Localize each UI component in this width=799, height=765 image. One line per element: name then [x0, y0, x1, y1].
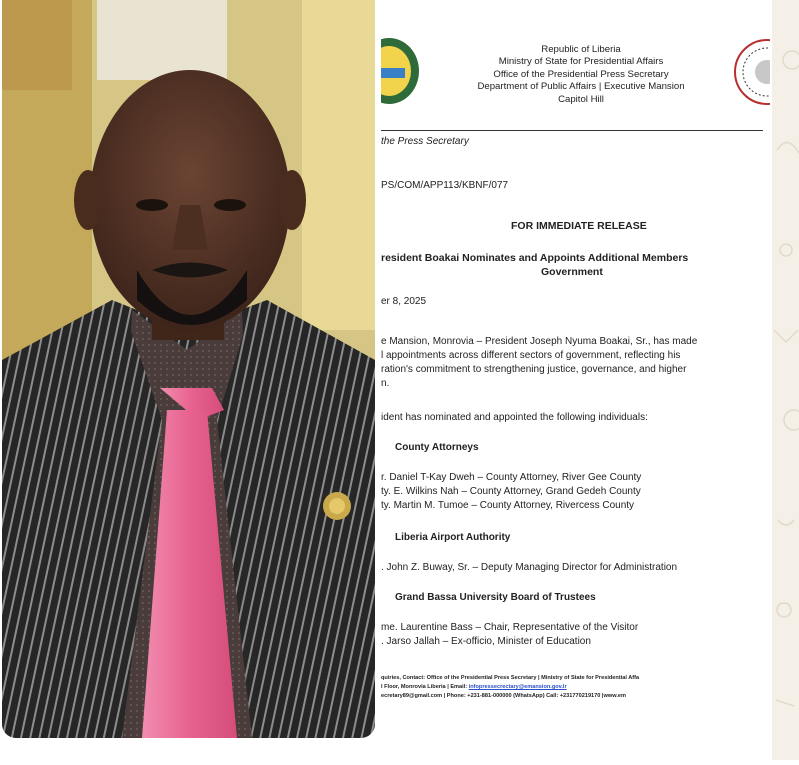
list-item: . Jarso Jallah – Ex-officio, Minister of Education — [381, 636, 591, 647]
letterhead-line: Republic of Liberia — [541, 44, 621, 55]
body-line: e Mansion, Monrovia – President Joseph Nyuma Boakai, Sr., has made — [381, 336, 698, 347]
decorative-strip — [772, 0, 799, 760]
office-line: the Press Secretary — [381, 136, 469, 147]
letterhead-line: Department of Public Affairs | Executive Mansion — [477, 81, 685, 93]
letterhead-line: Ministry of State for Presidential Affairs — [498, 56, 664, 68]
footer-text: l Floor, Monrovia Liberia | Email: — [381, 684, 469, 690]
section-title: Liberia Airport Authority — [395, 532, 511, 543]
list-item: r. Daniel T-Kay Dweh – County Attorney, River Gee County — [381, 472, 642, 483]
office-seal-icon — [733, 38, 770, 108]
email-link[interactable]: infopressecrectary@emansion.gov.lr — [468, 684, 567, 690]
headline-line: Government — [541, 266, 603, 278]
portrait-photo — [2, 0, 375, 738]
headline-line: resident Boakai Nominates and Appoints Additional Members — [381, 252, 689, 264]
letterhead-line: Capitol Hill — [558, 93, 604, 105]
body-line: l appointments across different sectors of government, reflecting his — [381, 350, 681, 361]
body-line: n. — [381, 378, 390, 389]
intro-line: ident has nominated and appointed the following individuals: — [381, 412, 648, 423]
list-item: . John Z. Buway, Sr. – Deputy Managing Director for Administration — [381, 562, 678, 573]
footer-line: quiries, Contact: Office of the Presidential Press Secretary | Ministry of State for Presidential Affa — [381, 675, 640, 681]
liberia-seal-icon — [381, 36, 421, 106]
section-title: Grand Bassa University Board of Trustees — [395, 592, 596, 603]
letterhead-divider — [381, 130, 763, 131]
letterhead — [441, 44, 721, 106]
press-release-document — [381, 0, 770, 760]
doodle-pattern-icon — [772, 0, 799, 760]
footer-line — [381, 683, 567, 691]
list-item: ty. E. Wilkins Nah – County Attorney, Grand Gedeh County — [381, 486, 641, 497]
list-item: me. Laurentine Bass – Chair, Representative of the Visitor — [381, 622, 639, 633]
letterhead-line: Office of the Presidential Press Secretary — [493, 68, 669, 80]
reference-number: PS/COM/APP113/KBNF/077 — [381, 180, 509, 191]
footer-line: ecretary89@gmail.com | Phone: +231-881-000000 (WhatsApp) Call: +231770219170 |www.em — [381, 693, 626, 699]
release-label: FOR IMMEDIATE RELEASE — [511, 220, 647, 232]
section-title: County Attorneys — [395, 442, 479, 453]
list-item: ty. Martin M. Tumoe – County Attorney, Rivercess County — [381, 500, 635, 511]
release-date: er 8, 2025 — [381, 296, 427, 307]
body-line: ration's commitment to strengthening justice, governance, and higher — [381, 364, 687, 375]
page-background — [0, 738, 381, 760]
